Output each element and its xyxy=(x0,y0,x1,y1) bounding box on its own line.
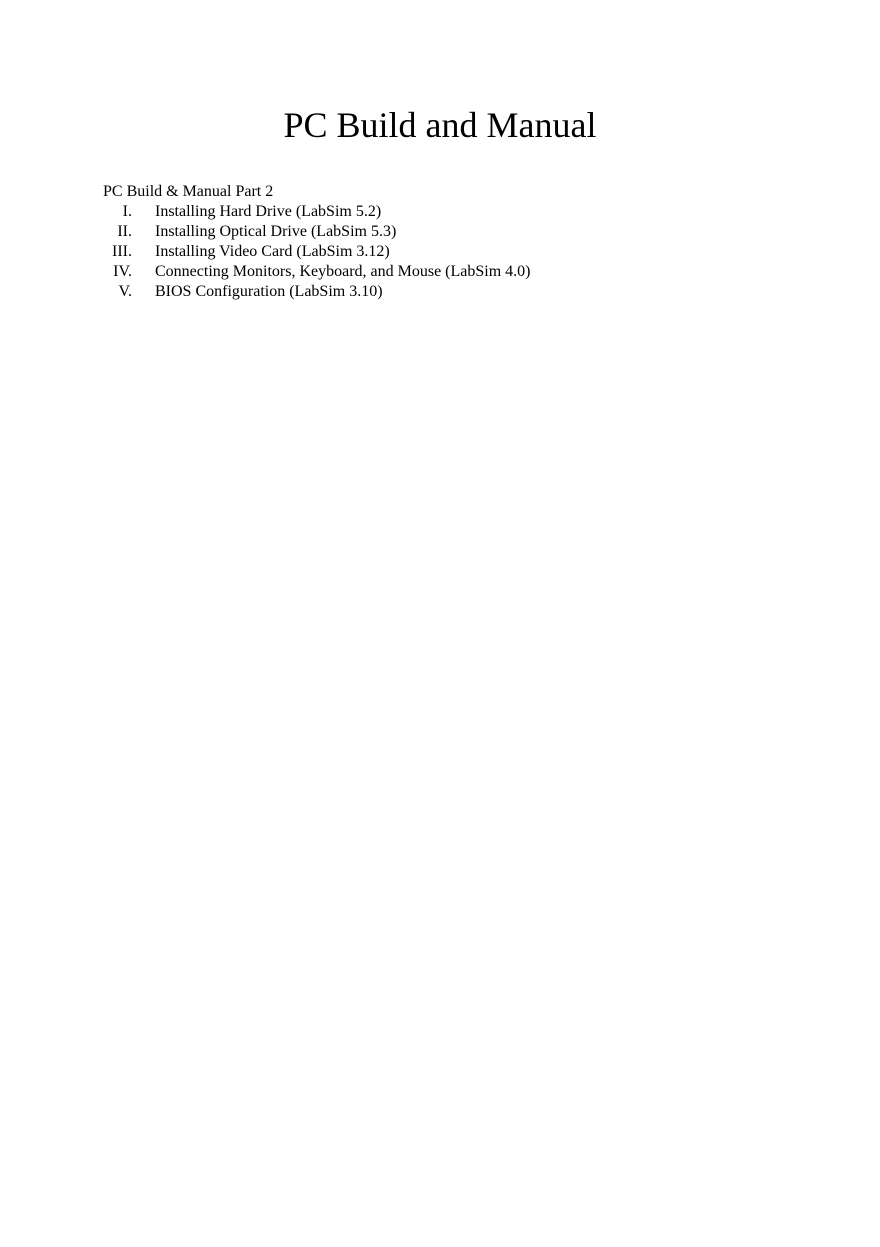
toc-item-numeral: IV. xyxy=(113,263,132,280)
toc-item xyxy=(103,262,803,282)
toc-item-text: Installing Optical Drive (LabSim 5.3) xyxy=(155,223,397,240)
toc-item xyxy=(103,222,803,242)
page-title: PC Build and Manual xyxy=(283,105,597,145)
toc-item-text: BIOS Configuration (LabSim 3.10) xyxy=(155,283,383,300)
toc-item xyxy=(103,202,803,222)
toc-item-numeral: III. xyxy=(112,243,132,260)
toc-item-numeral: V. xyxy=(118,283,132,300)
toc-item-text: Installing Hard Drive (LabSim 5.2) xyxy=(155,203,382,220)
section-heading: PC Build & Manual Part 2 xyxy=(103,183,274,200)
toc-item xyxy=(103,242,803,262)
toc-item-numeral: I. xyxy=(122,203,132,220)
toc-item-text: Connecting Monitors, Keyboard, and Mouse (LabSim 4.0) xyxy=(155,263,531,280)
toc-item-text: Installing Video Card (LabSim 3.12) xyxy=(155,243,390,260)
toc-item xyxy=(103,282,803,302)
toc-list xyxy=(103,202,803,302)
toc-item-numeral: II. xyxy=(117,223,132,240)
toc-section xyxy=(103,182,803,302)
